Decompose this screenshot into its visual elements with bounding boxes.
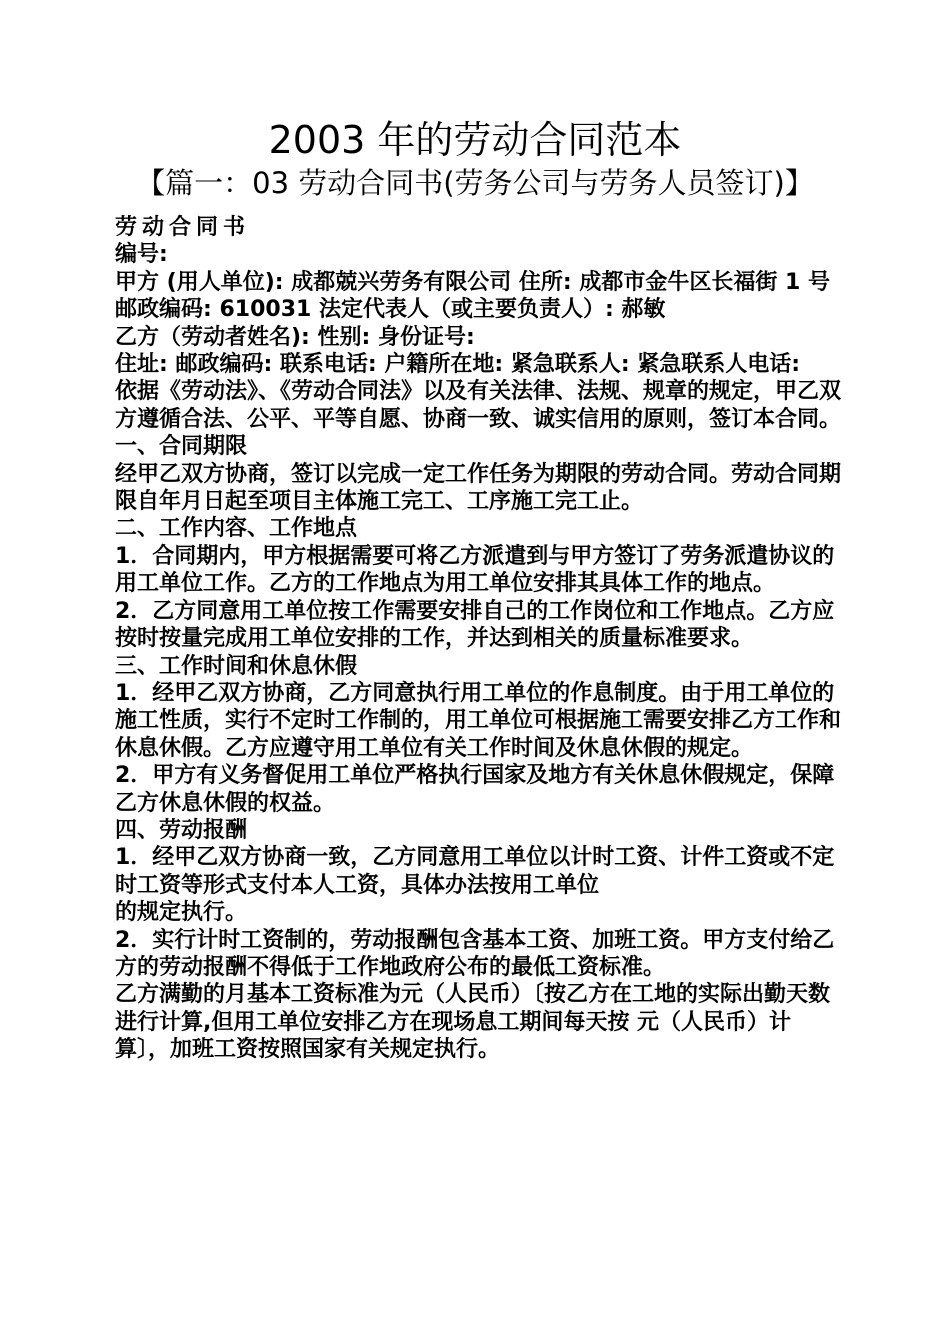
document-body <box>115 214 845 1064</box>
legal-basis-paragraph: 依据《劳动法》、《劳动合同法》以及有关法律、法规、规章的规定，甲乙双方遵循合法、公平、平等自愿、协商一致、诚实信用的原则，签订本合同。 <box>115 379 842 432</box>
section-heading-pay: 四、劳动报酬 <box>115 817 248 843</box>
term-paragraph: 经甲乙双方协商，签订以完成一定工作任务为期限的劳动合同。劳动合同期限自年月日起至项目主体施工完工、工序施工完工止。 <box>115 461 842 515</box>
document-title: 2003 年的劳动合同范本 <box>268 118 682 162</box>
contract-heading: 劳动合同书 <box>115 215 251 240</box>
pay-paragraph-3: 乙方满勤的月基本工资标准为元（人民币）〔按乙方在工地的实际出勤天数进行计算,但用工单位安排乙方在现场息工期间每天按 元（人民币）计算〕，加班工资按照国家有关规定执行。 <box>115 982 831 1063</box>
section-heading-hours: 三、工作时间和休息休假 <box>115 653 358 679</box>
party-b-line: 乙方（劳动者姓名): 性别: 身份证号: <box>115 324 475 350</box>
section-heading-term: 一、合同期限 <box>115 434 248 460</box>
work-paragraph-2: 2．乙方同意用工单位按工作需要安排自己的工作岗位和工作地点。乙方应按时按量完成用工单位安排的工作，并达到相关的质量标准要求。 <box>115 598 835 652</box>
contract-number-line: 编号: <box>115 242 168 268</box>
pay-paragraph-1: 1．经甲乙双方协商一致，乙方同意用工单位以计时工资、计件工资或不定时工资等形式支付本人工资，具体办法按用工单位 <box>115 845 835 898</box>
party-a-paragraph: 甲方 (用人单位): 成都兢兴劳务有限公司 住所: 成都市金牛区长福街 1 号 邮政编码: 610031 法定代表人（或主要负责人）: 郝敏 <box>115 269 830 323</box>
pay-paragraph-1-cont: 的规定执行。 <box>115 900 248 926</box>
work-paragraph-1: 1．合同期内，甲方根据需要可将乙方派遣到与甲方签订了劳务派遣协议的用工单位工作。乙方的工作地点为用工单位安排其具体工作的地点。 <box>115 543 835 597</box>
contact-info-paragraph: 住址: 邮政编码: 联系电话: 户籍所在地: 紧急联系人: 紧急联系人电话: <box>115 352 801 378</box>
hours-paragraph-1: 1．经甲乙双方协商，乙方同意执行用工单位的作息制度。由于用工单位的施工性质，实行不定时工作制的，用工单位可根据施工需要安排乙方工作和休息休假。乙方应遵守用工单位有关工作时间及休息休假的规定。 <box>115 680 842 761</box>
pay-paragraph-2: 2．实行计时工资制的，劳动报酬包含基本工资、加班工资。甲方支付给乙方的劳动报酬不得低于工作地政府公布的最低工资标准。 <box>115 927 835 980</box>
document-subtitle: 【篇一：03 劳动合同书(劳务公司与劳务人员签订)】 <box>136 166 814 200</box>
section-heading-work: 二、工作内容、工作地点 <box>115 516 358 542</box>
hours-paragraph-2: 2．甲方有义务督促用工单位严格执行国家及地方有关休息休假规定，保障乙方休息休假的权益。 <box>115 763 835 816</box>
